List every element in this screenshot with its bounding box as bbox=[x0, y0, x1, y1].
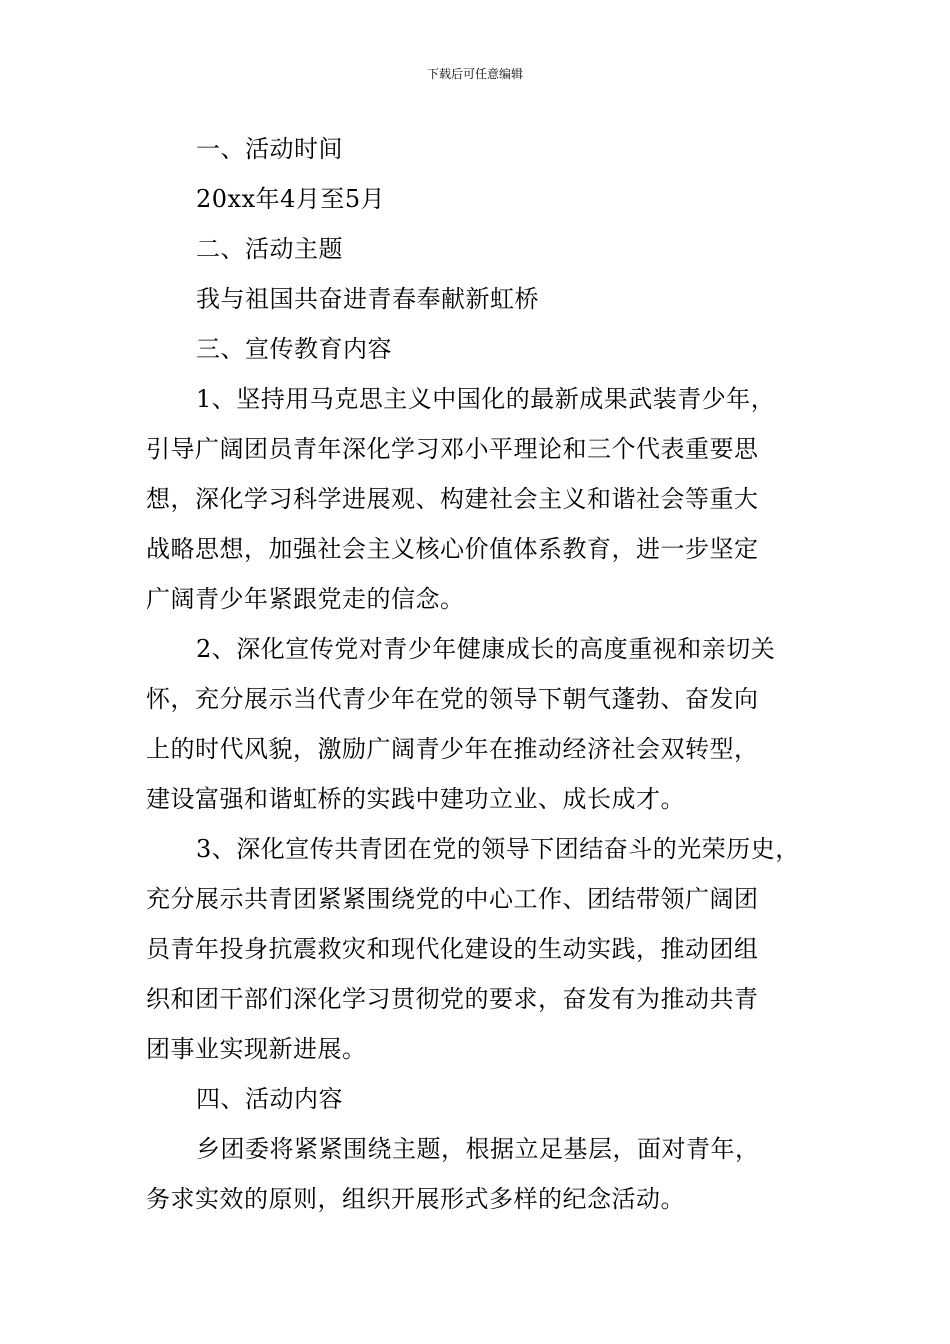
paragraph-line: 3、深化宣传共青团在党的领导下团结奋斗的光荣历史， bbox=[196, 835, 800, 863]
activity-theme-value: 我与祖国共奋进青春奉献新虹桥 bbox=[196, 285, 539, 313]
paragraph-line: 建设富强和谐虹桥的实践中建功立业、成长成才。 bbox=[146, 785, 685, 813]
paragraph-line: 织和团干部们深化学习贯彻党的要求，奋发有为推动共青 bbox=[146, 985, 759, 1013]
paragraph-line: 务求实效的原则，组织开展形式多样的纪念活动。 bbox=[146, 1185, 685, 1213]
paragraph-line: 引导广阔团员青年深化学习邓小平理论和三个代表重要思 bbox=[146, 435, 759, 463]
paragraph-line: 想，深化学习科学进展观、构建社会主义和谐社会等重大 bbox=[146, 485, 759, 513]
paragraph-line: 上的时代风貌，激励广阔青少年在推动经济社会双转型， bbox=[146, 735, 759, 763]
document-body bbox=[146, 124, 826, 1224]
paragraph-line: 团事业实现新进展。 bbox=[146, 1035, 367, 1063]
paragraph-line: 怀，充分展示当代青少年在党的领导下朝气蓬勃、奋发向 bbox=[146, 685, 759, 713]
paragraph-line: 广阔青少年紧跟党走的信念。 bbox=[146, 585, 465, 613]
heading-activity-theme: 二、活动主题 bbox=[196, 235, 343, 263]
paragraph-line: 乡团委将紧紧围绕主题，根据立足基层，面对青年， bbox=[196, 1135, 760, 1163]
paragraph-line: 充分展示共青团紧紧围绕党的中心工作、团结带领广阔团 bbox=[146, 885, 759, 913]
paragraph-line: 1、坚持用马克思主义中国化的最新成果武装青少年， bbox=[196, 385, 776, 413]
paragraph-line: 2、深化宣传党对青少年健康成长的高度重视和亲切关 bbox=[196, 635, 776, 663]
heading-activity-content: 四、活动内容 bbox=[196, 1085, 343, 1113]
heading-publicity-content: 三、宣传教育内容 bbox=[196, 335, 392, 363]
heading-activity-time: 一、活动时间 bbox=[196, 135, 343, 163]
page-header: 下载后可任意编辑 bbox=[426, 67, 523, 81]
paragraph-line: 战略思想，加强社会主义核心价值体系教育，进一步坚定 bbox=[146, 535, 759, 563]
paragraph-line: 员青年投身抗震救灾和现代化建设的生动实践，推动团组 bbox=[146, 935, 759, 963]
activity-time-value: 20xx年4月至5月 bbox=[196, 185, 386, 213]
